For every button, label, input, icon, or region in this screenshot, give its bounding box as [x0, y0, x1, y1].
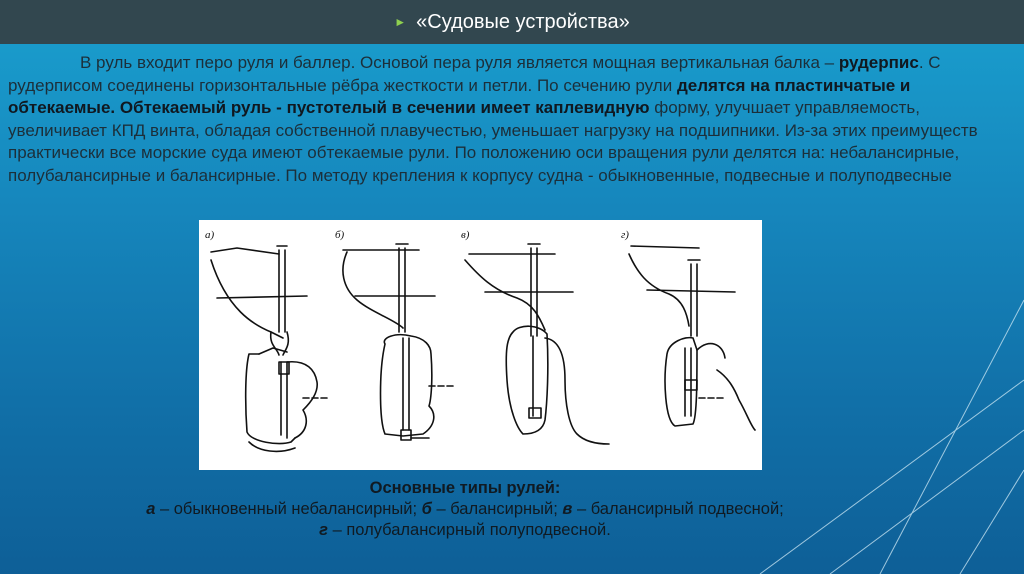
body-paragraph: [8, 52, 1004, 187]
body-text-2: . С рудерписом соединены горизонтальные рёбра жесткости и петли. По сечению рули: [8, 53, 941, 95]
body-bold-sections: делятся на пластинчатые и обтекаемые. Обтекаемый руль - пустотелый в сечении имеет каплевидную: [8, 75, 911, 117]
body-bold-rudderpost: рудерпис: [838, 53, 919, 72]
caption-letter-b: б: [421, 500, 432, 518]
caption-letter-a: а: [146, 500, 156, 518]
slide-title: «Судовые устройства»: [416, 11, 630, 33]
rudder-g-drawing: [629, 246, 755, 430]
caption-text-g: – полубалансирный полуподвесной.: [327, 521, 611, 539]
body-text-1: В руль входит перо руля и баллер. Основой пера руля является мощная вертикальная балка –: [80, 53, 839, 72]
caption-letter-v: в: [562, 500, 573, 518]
caption-text-v: – балансирный подвесной;: [572, 500, 784, 518]
caption-title-line: [0, 478, 930, 499]
rudder-b-drawing: [343, 244, 453, 440]
figure-label-a: а): [205, 229, 215, 241]
figure-label-g: г): [621, 229, 629, 241]
caption-text-b: – балансирный;: [431, 500, 563, 518]
rudder-v-drawing: [465, 244, 609, 444]
figure-label-v: в): [461, 229, 470, 241]
caption-title: Основные типы рулей:: [369, 479, 561, 497]
slide-title-bar: [0, 0, 1024, 44]
triangle-right-icon: ►: [394, 15, 407, 29]
figure-caption: [0, 478, 930, 541]
body-text-3: форму, улучшает управляемость, увеличивает КПД винта, обладая собственной плавучестью, уменьшает нагрузку на подшипники. Из-за этих преимуществ практически все морские суда имеют обтекаемые рули. По положению оси вращения рули делятся на: небалансирные, полубалансирные и балансирные. По методу крепления к корпусу судна - обыкновенные, подвесные и полуподвесные: [8, 98, 978, 185]
figure-label-b: б): [335, 229, 345, 241]
caption-line-3: [0, 520, 930, 541]
caption-text-a: – обыкновенный небалансирный;: [155, 500, 422, 518]
rudder-types-diagram: [199, 220, 762, 470]
rudder-types-figure: [199, 220, 762, 470]
rudder-a-drawing: [211, 246, 327, 451]
caption-line-2: [0, 499, 930, 520]
caption-letter-g: г: [319, 521, 328, 539]
